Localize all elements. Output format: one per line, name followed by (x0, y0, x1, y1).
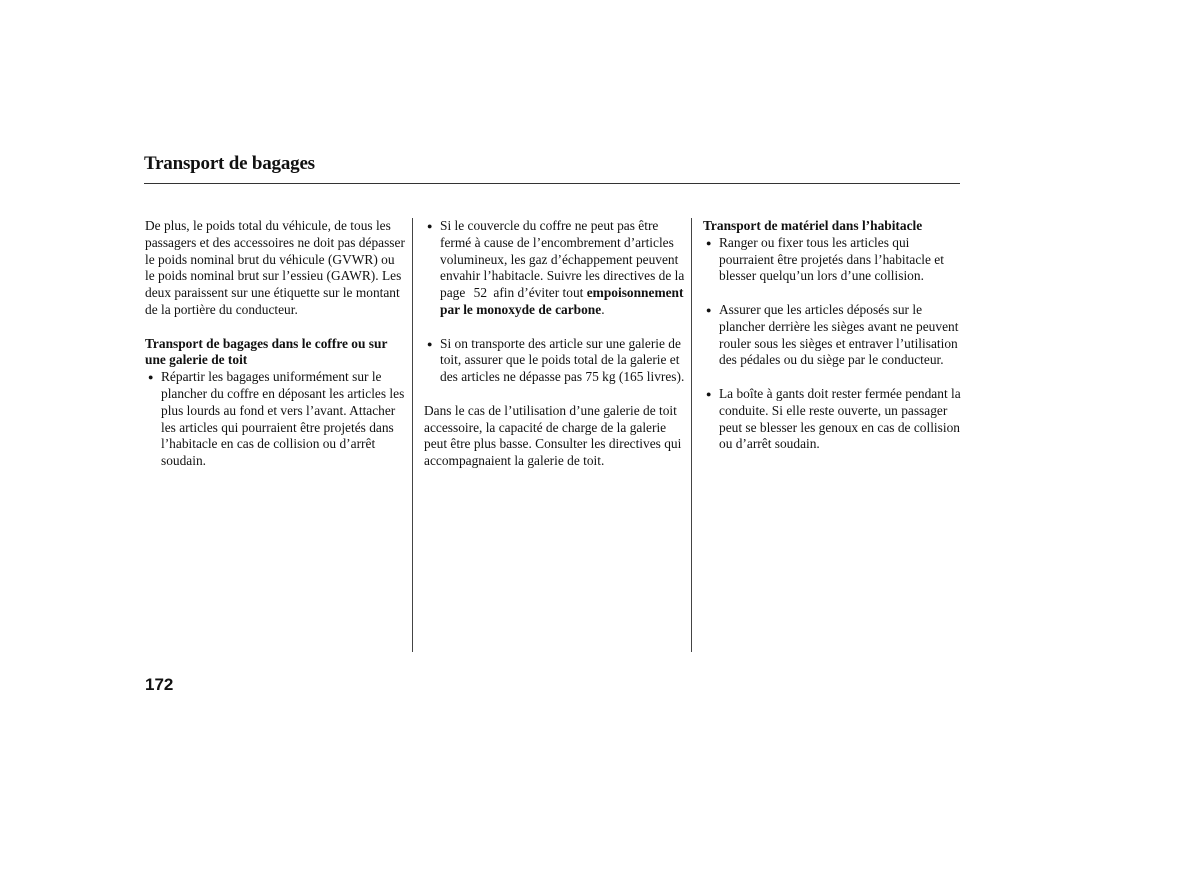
column-divider (412, 218, 413, 652)
bullet-item (424, 336, 686, 386)
bullet-icon: ● (706, 237, 712, 248)
bullet-item (424, 218, 686, 319)
section-heading-cabin: Transport de matériel dans l’habitacle (703, 218, 923, 233)
page-number: 172 (145, 675, 174, 694)
bullet-item (703, 235, 961, 285)
bullet-text: Ranger ou fixer tous les articles qui pourraient être projetés dans l’habitacle et blesser quelqu’un lors d’une collision. (719, 234, 944, 284)
column-divider (691, 218, 692, 652)
intro-paragraph: De plus, le poids total du véhicule, de tous les passagers et des accessoires ne doit pas dépasser le poids nominal brut du véhicule (GVWR) ou le poids nominal brut sur l’essieu (GAWR). Les deux paraissent sur une étiquette sur le montant de la portière du conducteur. (145, 218, 405, 317)
bullet-icon: ● (427, 221, 433, 231)
bullet-text: La boîte à gants doit rester fermée pendant la conduite. Si elle reste ouverte, un passager peut se blesser les genoux en cas de collision ou d’arrêt soudain. (719, 385, 961, 452)
roof-rack-paragraph: Dans le cas de l’utilisation d’une galerie de toit accessoire, la capacité de charge de la galerie peut être plus basse. Consulter les directives qui accompagnaient la galerie de toit. (424, 402, 682, 469)
title-rule (144, 183, 960, 184)
column-1 (145, 218, 407, 470)
bullet-item (145, 369, 407, 470)
page-reference: 52 (473, 285, 488, 301)
bullet-text: Si on transporte des article sur une galerie de toit, assurer que le poids total de la galerie et des articles ne dépasse pas 75 kg (165 livres). (440, 335, 685, 385)
bullet-icon: ● (427, 338, 433, 349)
bullet-item (703, 386, 961, 453)
bold-warning-text: empoisonnement par le monoxyde de carbone (440, 285, 684, 317)
bullet-text: Si le couvercle du coffre ne peut pas être fermé à cause de l’encombrement d’articles volumineux, les gaz d’échappement peuvent envahir l’habitacle. Suivre les directives de la page (440, 218, 685, 301)
column-3 (703, 218, 961, 453)
column-2 (424, 218, 686, 470)
bullet-icon: ● (706, 388, 712, 399)
bullet-item (703, 302, 961, 369)
page-title: Transport de bagages (144, 153, 315, 174)
period: . (601, 301, 605, 317)
bullet-text: Assurer que les articles déposés sur le plancher derrière les sièges avant ne peuvent rouler sous les sièges et entraver l’utilisation des pédales ou du siège par le conducteur. (719, 301, 959, 368)
bullet-text: Répartir les bagages uniformément sur le plancher du coffre en déposant les articles les plus lourds au fond et vers l’avant. Attacher les articles qui pourraient être projetés dans l’habitacle en cas de collision ou d’arrêt soudain. (161, 369, 405, 469)
bullet-text: afin d’éviter tout (493, 285, 584, 301)
bullet-icon: ● (148, 372, 154, 383)
bullet-icon: ● (706, 304, 712, 315)
section-heading-trunk-roof: Transport de bagages dans le coffre ou sur une galerie de toit (145, 335, 388, 368)
